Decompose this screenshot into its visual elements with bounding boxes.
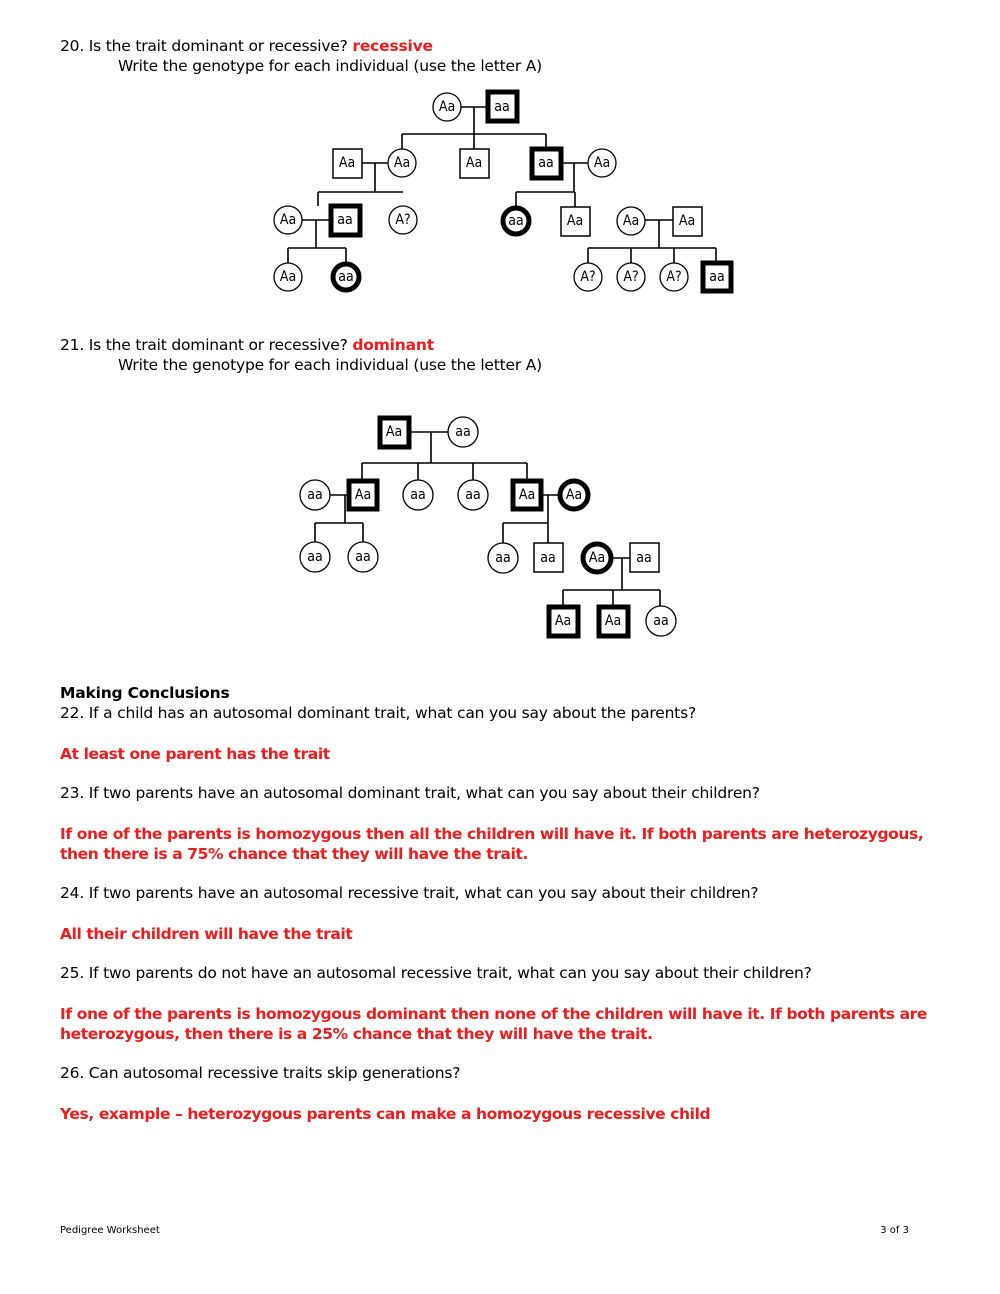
p1-g2-male-a: Aa: [338, 155, 356, 171]
question-22: 22. If a child has an autosomal dominant trait, what can you say about the parents?: [60, 704, 696, 722]
p1-g2-male-c: aa: [538, 155, 554, 171]
p1-g4-female-e: A?: [666, 269, 682, 285]
question-21-text: 21. Is the trait dominant or recessive?: [60, 336, 348, 354]
p2-g2-female-b: aa: [410, 487, 426, 503]
p1-g4-female-a: Aa: [279, 269, 297, 285]
question-20-instruction: Write the genotype for each individual (use the letter A): [118, 57, 543, 75]
p1-g3-female-a: Aa: [279, 212, 297, 228]
p1-g4-female-b: aa: [338, 269, 354, 285]
p2-g4-male-a: Aa: [554, 613, 572, 629]
p2-g1-female: aa: [455, 424, 471, 440]
p2-g1-male: Aa: [385, 424, 403, 440]
p2-g4-male-b: Aa: [604, 613, 622, 629]
p2-g2-male-d: Aa: [518, 487, 536, 503]
question-24: 24. If two parents have an autosomal recessive trait, what can you say about their children?: [60, 884, 759, 902]
p2-g3-male-c: aa: [540, 550, 556, 566]
answer-23: If one of the parents is homozygous then all the children will have it. If both parents are heterozygous, then there is a 75% chance that they will have the trait.: [60, 825, 924, 863]
question-23: 23. If two parents have an autosomal dominant trait, what can you say about their children?: [60, 784, 760, 802]
p1-g4-female-d: A?: [623, 269, 639, 285]
p1-g3-male-e: Aa: [678, 213, 696, 229]
p1-g1-female: Aa: [438, 99, 456, 115]
p1-g2-male-b: Aa: [465, 155, 483, 171]
question-25: 25. If two parents do not have an autosomal recessive trait, what can you say about their children?: [60, 964, 812, 982]
question-21-answer: dominant: [352, 336, 434, 354]
p2-g3-male-e: aa: [636, 550, 652, 566]
p1-g3-female-d: Aa: [622, 213, 640, 229]
p1-g4-female-c: A?: [580, 269, 596, 285]
p2-g2-male-a: Aa: [354, 487, 372, 503]
p1-g3-male-a: aa: [337, 212, 353, 228]
p1-g3-female-c: aa: [508, 213, 524, 229]
p2-g2-female-a: aa: [307, 487, 323, 503]
p2-g3-female-a: aa: [307, 549, 323, 565]
p1-g2-female-a: Aa: [393, 155, 411, 171]
p2-g3-female-c: aa: [495, 550, 511, 566]
p2-g3-female-d: Aa: [588, 550, 606, 566]
answer-24: All their children will have the trait: [60, 925, 353, 943]
section-heading: Making Conclusions: [60, 684, 230, 702]
p2-g4-female-c: aa: [653, 613, 669, 629]
answer-25: If one of the parents is homozygous dominant then none of the children will have it. If both parents are heterozygous, then there is a 25% chance that they will have the trait.: [60, 1005, 928, 1043]
p1-g3-female-b: A?: [395, 212, 411, 228]
p1-g4-male-f: aa: [709, 269, 725, 285]
question-20-answer: recessive: [352, 37, 433, 55]
question-26: 26. Can autosomal recessive traits skip generations?: [60, 1064, 461, 1082]
answer-22: At least one parent has the trait: [60, 745, 330, 763]
p1-g1-male: aa: [494, 99, 510, 115]
question-20-text: 20. Is the trait dominant or recessive?: [60, 37, 348, 55]
p2-g2-female-d: Aa: [565, 487, 583, 503]
p1-g3-male-d: Aa: [566, 213, 584, 229]
footer-page-number: 3 of 3: [880, 1225, 909, 1236]
p2-g3-female-b: aa: [355, 549, 371, 565]
question-21-instruction: Write the genotype for each individual (use the letter A): [118, 356, 543, 374]
answer-26: Yes, example – heterozygous parents can make a homozygous recessive child: [60, 1105, 711, 1123]
p2-g2-female-c: aa: [465, 487, 481, 503]
footer-title: Pedigree Worksheet: [60, 1225, 160, 1236]
p1-g2-female-c: Aa: [593, 155, 611, 171]
